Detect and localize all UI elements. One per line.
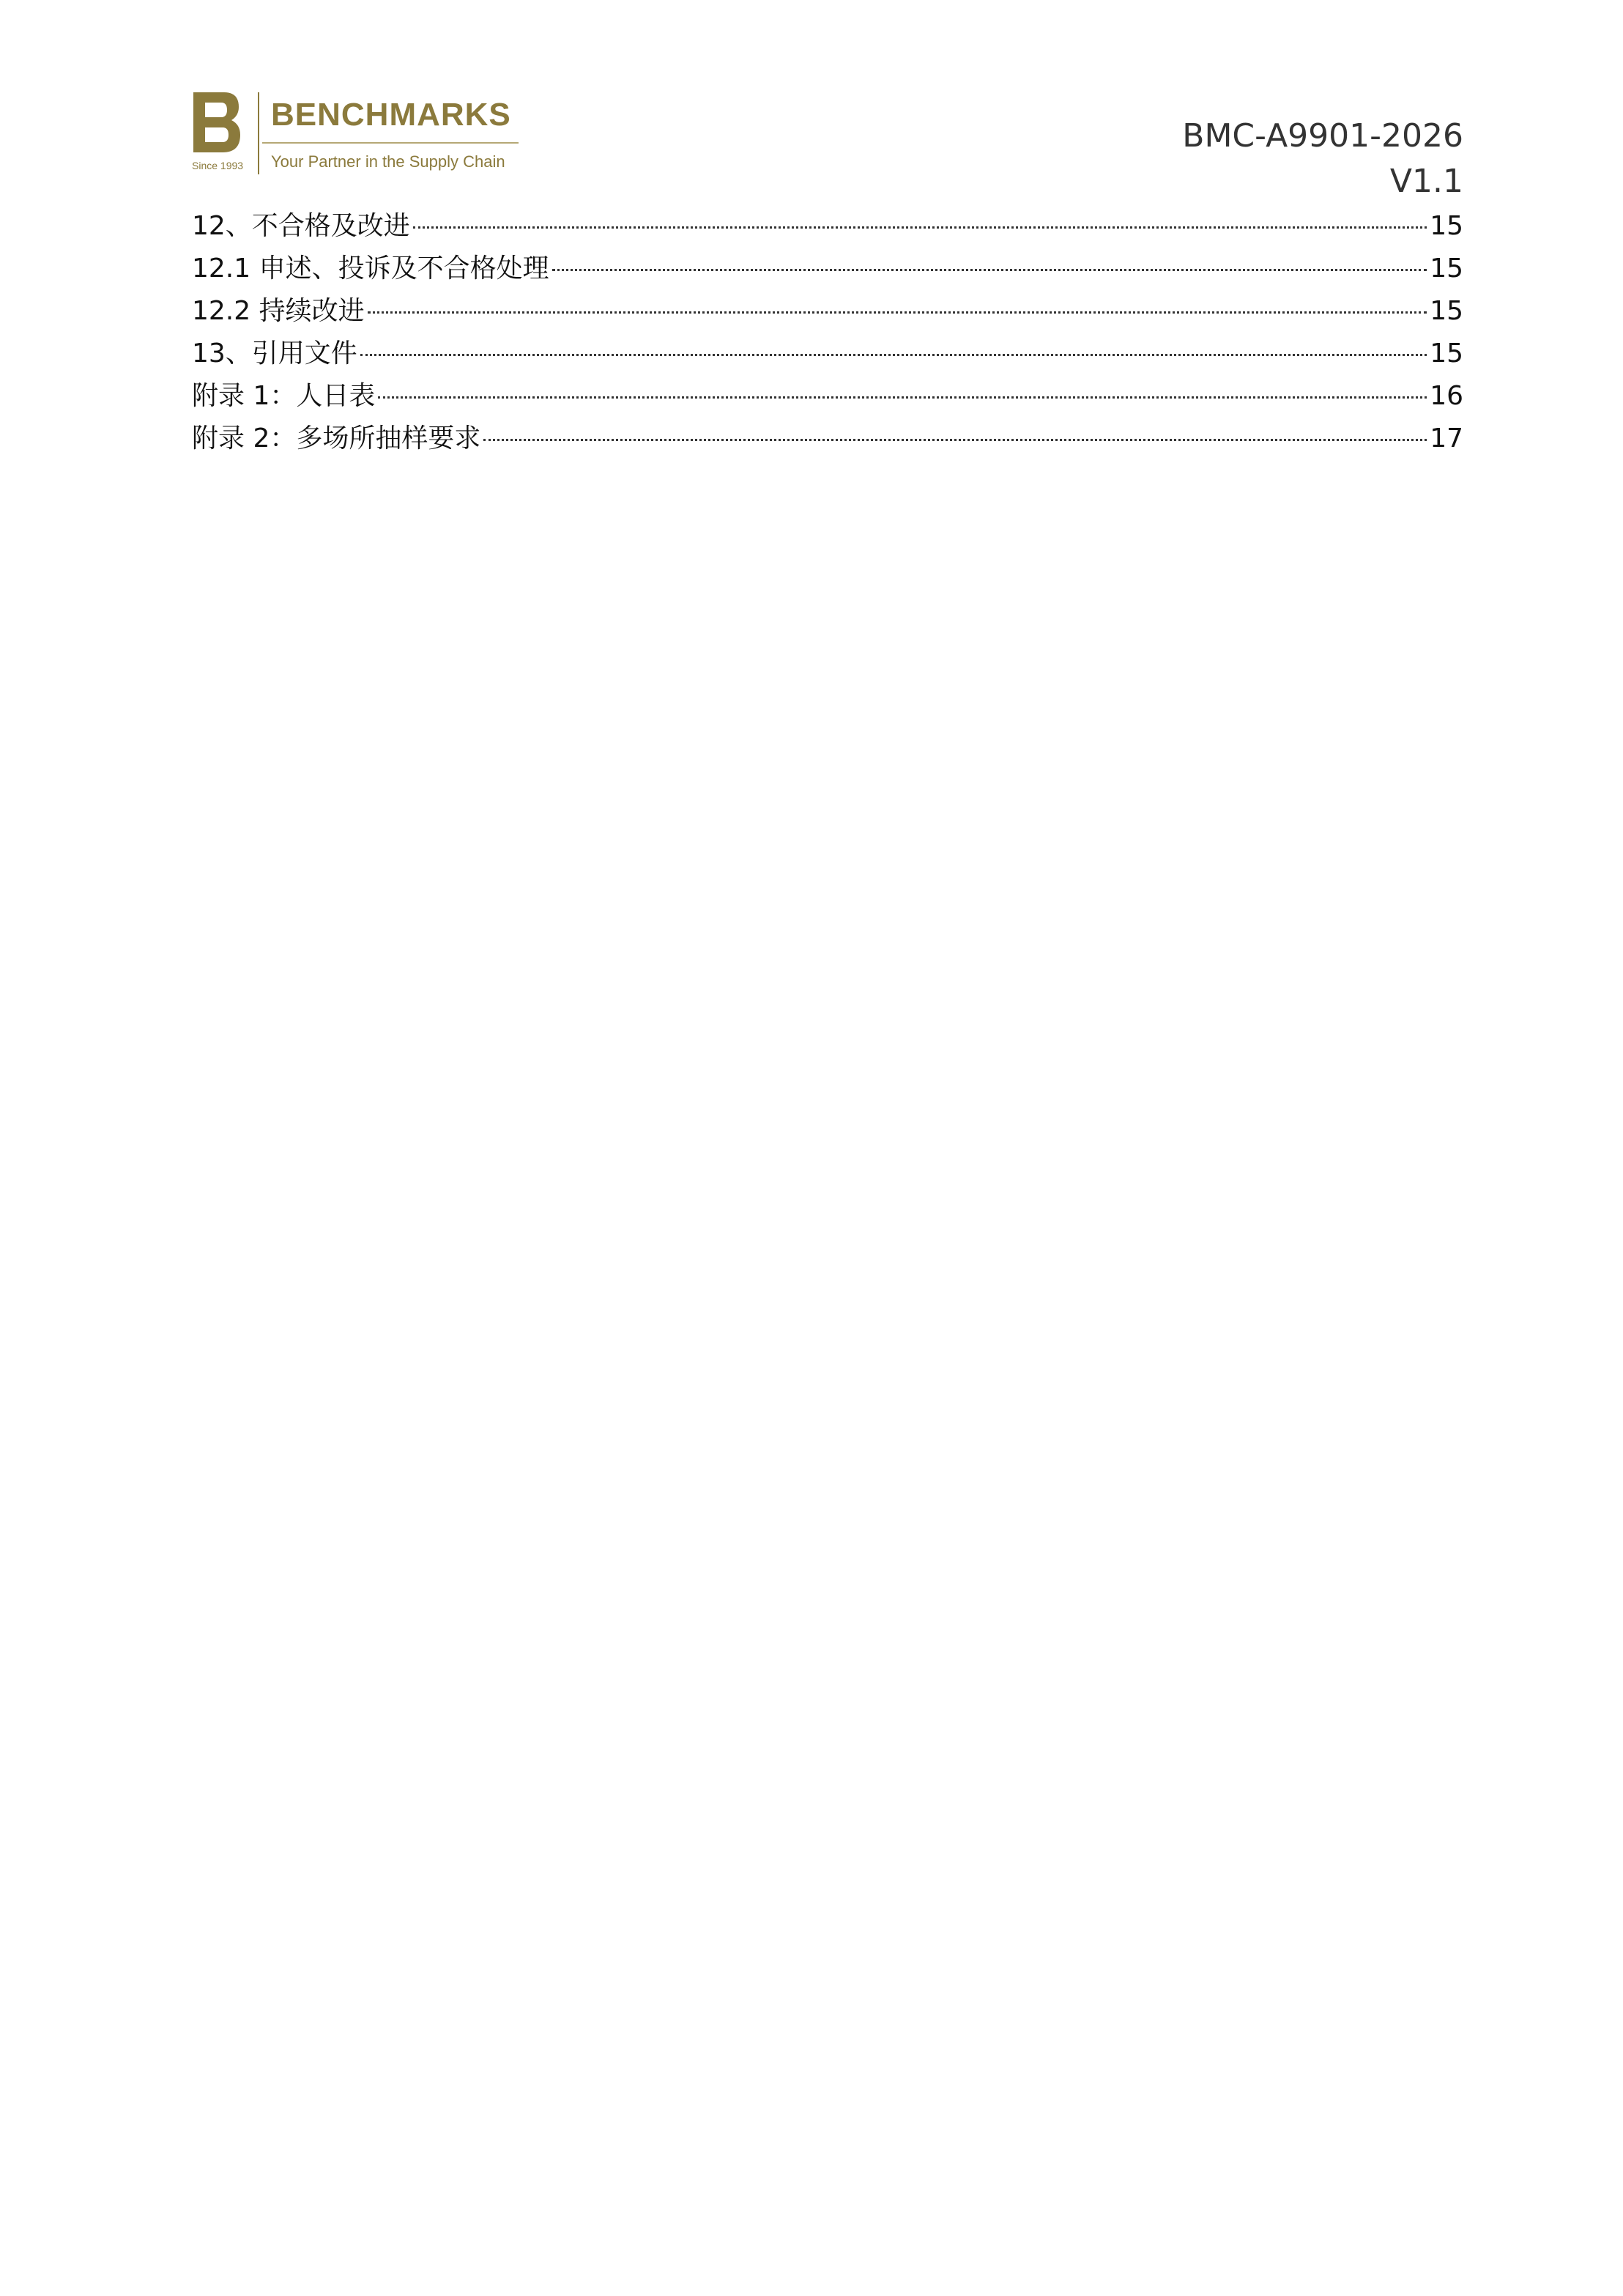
logo-since: Since 1993 xyxy=(192,160,244,171)
toc-entry[interactable] xyxy=(192,205,1463,248)
toc-entry-page: 15 xyxy=(1430,338,1463,369)
toc-entry-title: 附录 1：人日表 xyxy=(192,381,376,411)
b-logo-icon xyxy=(192,91,243,157)
toc-leader-dots xyxy=(378,396,1427,399)
toc-leader-dots xyxy=(360,354,1427,356)
logo-brand-name: BENCHMARKS xyxy=(271,97,511,133)
logo-tagline: Your Partner in the Supply Chain xyxy=(271,152,505,171)
toc-entry[interactable] xyxy=(192,248,1463,290)
toc-entry-title: 12、不合格及改进 xyxy=(192,211,410,241)
document-code: BMC-A9901-2026 xyxy=(1182,117,1463,155)
toc-entry-title: 附录 2：多场所抽样要求 xyxy=(192,423,481,453)
toc-entry-page: 16 xyxy=(1430,381,1463,411)
toc-entry-title: 13、引用文件 xyxy=(192,338,357,369)
toc-leader-dots xyxy=(368,311,1427,314)
toc-leader-dots xyxy=(552,269,1427,271)
toc-entry-title: 12.2 持续改进 xyxy=(192,296,365,326)
toc-leader-dots xyxy=(413,226,1427,229)
logo-divider-horizontal xyxy=(262,142,519,144)
toc-entry-title: 12.1 申述、投诉及不合格处理 xyxy=(192,253,549,284)
toc-entry[interactable] xyxy=(192,375,1463,418)
toc-entry[interactable] xyxy=(192,290,1463,333)
company-logo xyxy=(192,91,521,180)
toc-entry-page: 15 xyxy=(1430,211,1463,241)
toc-leader-dots xyxy=(483,439,1427,441)
toc-entry-page: 17 xyxy=(1430,423,1463,453)
logo-divider-vertical xyxy=(258,92,259,174)
document-version: V1.1 xyxy=(1389,163,1463,200)
toc-entry[interactable] xyxy=(192,333,1463,375)
toc-entry-page: 15 xyxy=(1430,296,1463,326)
toc-entry[interactable] xyxy=(192,418,1463,460)
toc-entry-page: 15 xyxy=(1430,253,1463,284)
table-of-contents xyxy=(192,205,1463,460)
